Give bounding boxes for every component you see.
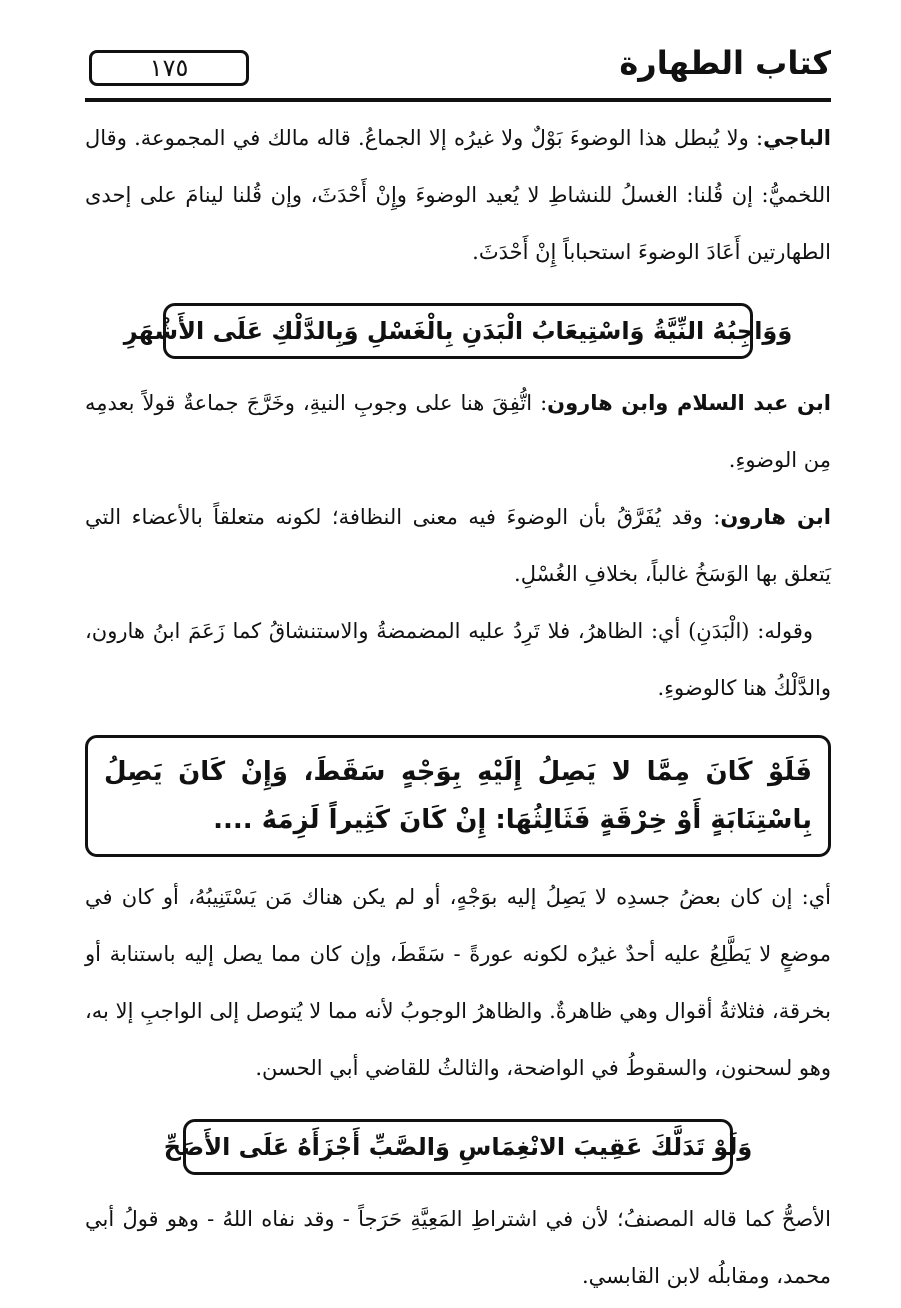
speaker-name: الباجي bbox=[763, 126, 831, 150]
commentary-paragraph bbox=[85, 603, 831, 717]
commentary-paragraph: الأصحُّ كما قاله المصنفُ؛ لأن في اشتراطِ المَعِيَّةِ حَرَجاً - وقد نفاه اللهُ - وهو قولُ أبي محمد، ومقابلُه لابن القابسي. bbox=[85, 1207, 831, 1288]
matn-box: فَلَوْ كَانَ مِمَّا لا يَصِلُ إِلَيْهِ بِوَجْهٍ سَقَطَ، وَإِنْ كَانَ يَصِلُ بِاسْتِنَابَةٍ أَوْ خِرْقَةٍ فَثَالِثُهَا: إِنْ كَانَ كَثِيراً لَزِمَهُ .... bbox=[85, 735, 831, 857]
paragraph-text: : وقد يُفَرَّقُ بأن الوضوءَ فيه معنى النظافة؛ لكونه متعلقاً بالأعضاء التي يَتعلق بها الوَسَخُ غالباً، بخلافِ الغُسْلِ. bbox=[85, 505, 831, 586]
commentary-paragraph: أي: إن كان بعضُ جسدِه لا يَصِلُ إليه بوَجْهٍ، أو لم يكن هناك مَن يَسْتَنِيبُهُ، أو كان في موضعٍ لا يَطَّلِعُ عليه أحدٌ غيرُه لكونه عورةً - سَقَطَ، وإن كان مما يصل إليه باستنابة أو بخرقة، فثلاثةُ أقوال وهي ظاهرةٌ. والظاهرُ الوجوبُ لأنه مما لا يُتوصل إلى الواجبِ إلا به، وهو لسحنون، والسقوطُ في الواضحة، والثالثُ للقاضي أبي الحسن. bbox=[85, 885, 831, 1080]
page bbox=[85, 40, 831, 1305]
running-header bbox=[85, 40, 831, 102]
page-number: ١٧٥ bbox=[89, 50, 249, 86]
commentary-paragraph bbox=[85, 110, 831, 281]
commentary-paragraph bbox=[85, 375, 831, 489]
speaker-name: ابن هارون bbox=[720, 505, 832, 529]
book-title: كتاب الطهارة bbox=[619, 44, 831, 82]
speaker-name: ابن عبد السلام وابن هارون bbox=[547, 391, 831, 415]
paragraph-text: : ولا يُبطل هذا الوضوءَ بَوْلٌ ولا غيرُه إلا الجماعُ. قاله مالك في المجموعة. وقال اللخميُّ: إن قُلنا: الغسلُ للنشاطِ لا يُعيد الوضوءَ وإِنْ أَحْدَثَ، وإن قُلنا لينامَ على إحدى الطهارتين أَعَادَ الوضوءَ استحباباً إِنْ أَحْدَثَ. bbox=[85, 126, 831, 264]
matn-box: وَلَوْ تَدَلَّكَ عَقِيبَ الانْغِمَاسِ وَالصَّبِّ أَجْزَأَهُ عَلَى الأَصَحِّ bbox=[183, 1119, 733, 1175]
paragraph-text: وقوله: (الْبَدَنِ) أي: الظاهرُ، فلا تَرِدُ عليه المضمضةُ والاستنشاقُ كما زَعَمَ ابنُ هارون، والدَّلْكُ هنا كالوضوءِ. bbox=[85, 619, 831, 700]
commentary-paragraph bbox=[85, 489, 831, 603]
paragraph-text: : اتُّفِقَ هنا على وجوبِ النيةِ، وخَرَّجَ جماعةٌ قولاً بعدمِه مِن الوضوءِ. bbox=[85, 391, 831, 472]
matn-box: وَوَاجِبُهُ النِّيَّةُ وَاسْتِيعَابُ الْبَدَنِ بِالْغَسْلِ وَبِالدَّلْكِ عَلَى الأَشْهَرِ bbox=[163, 303, 753, 359]
